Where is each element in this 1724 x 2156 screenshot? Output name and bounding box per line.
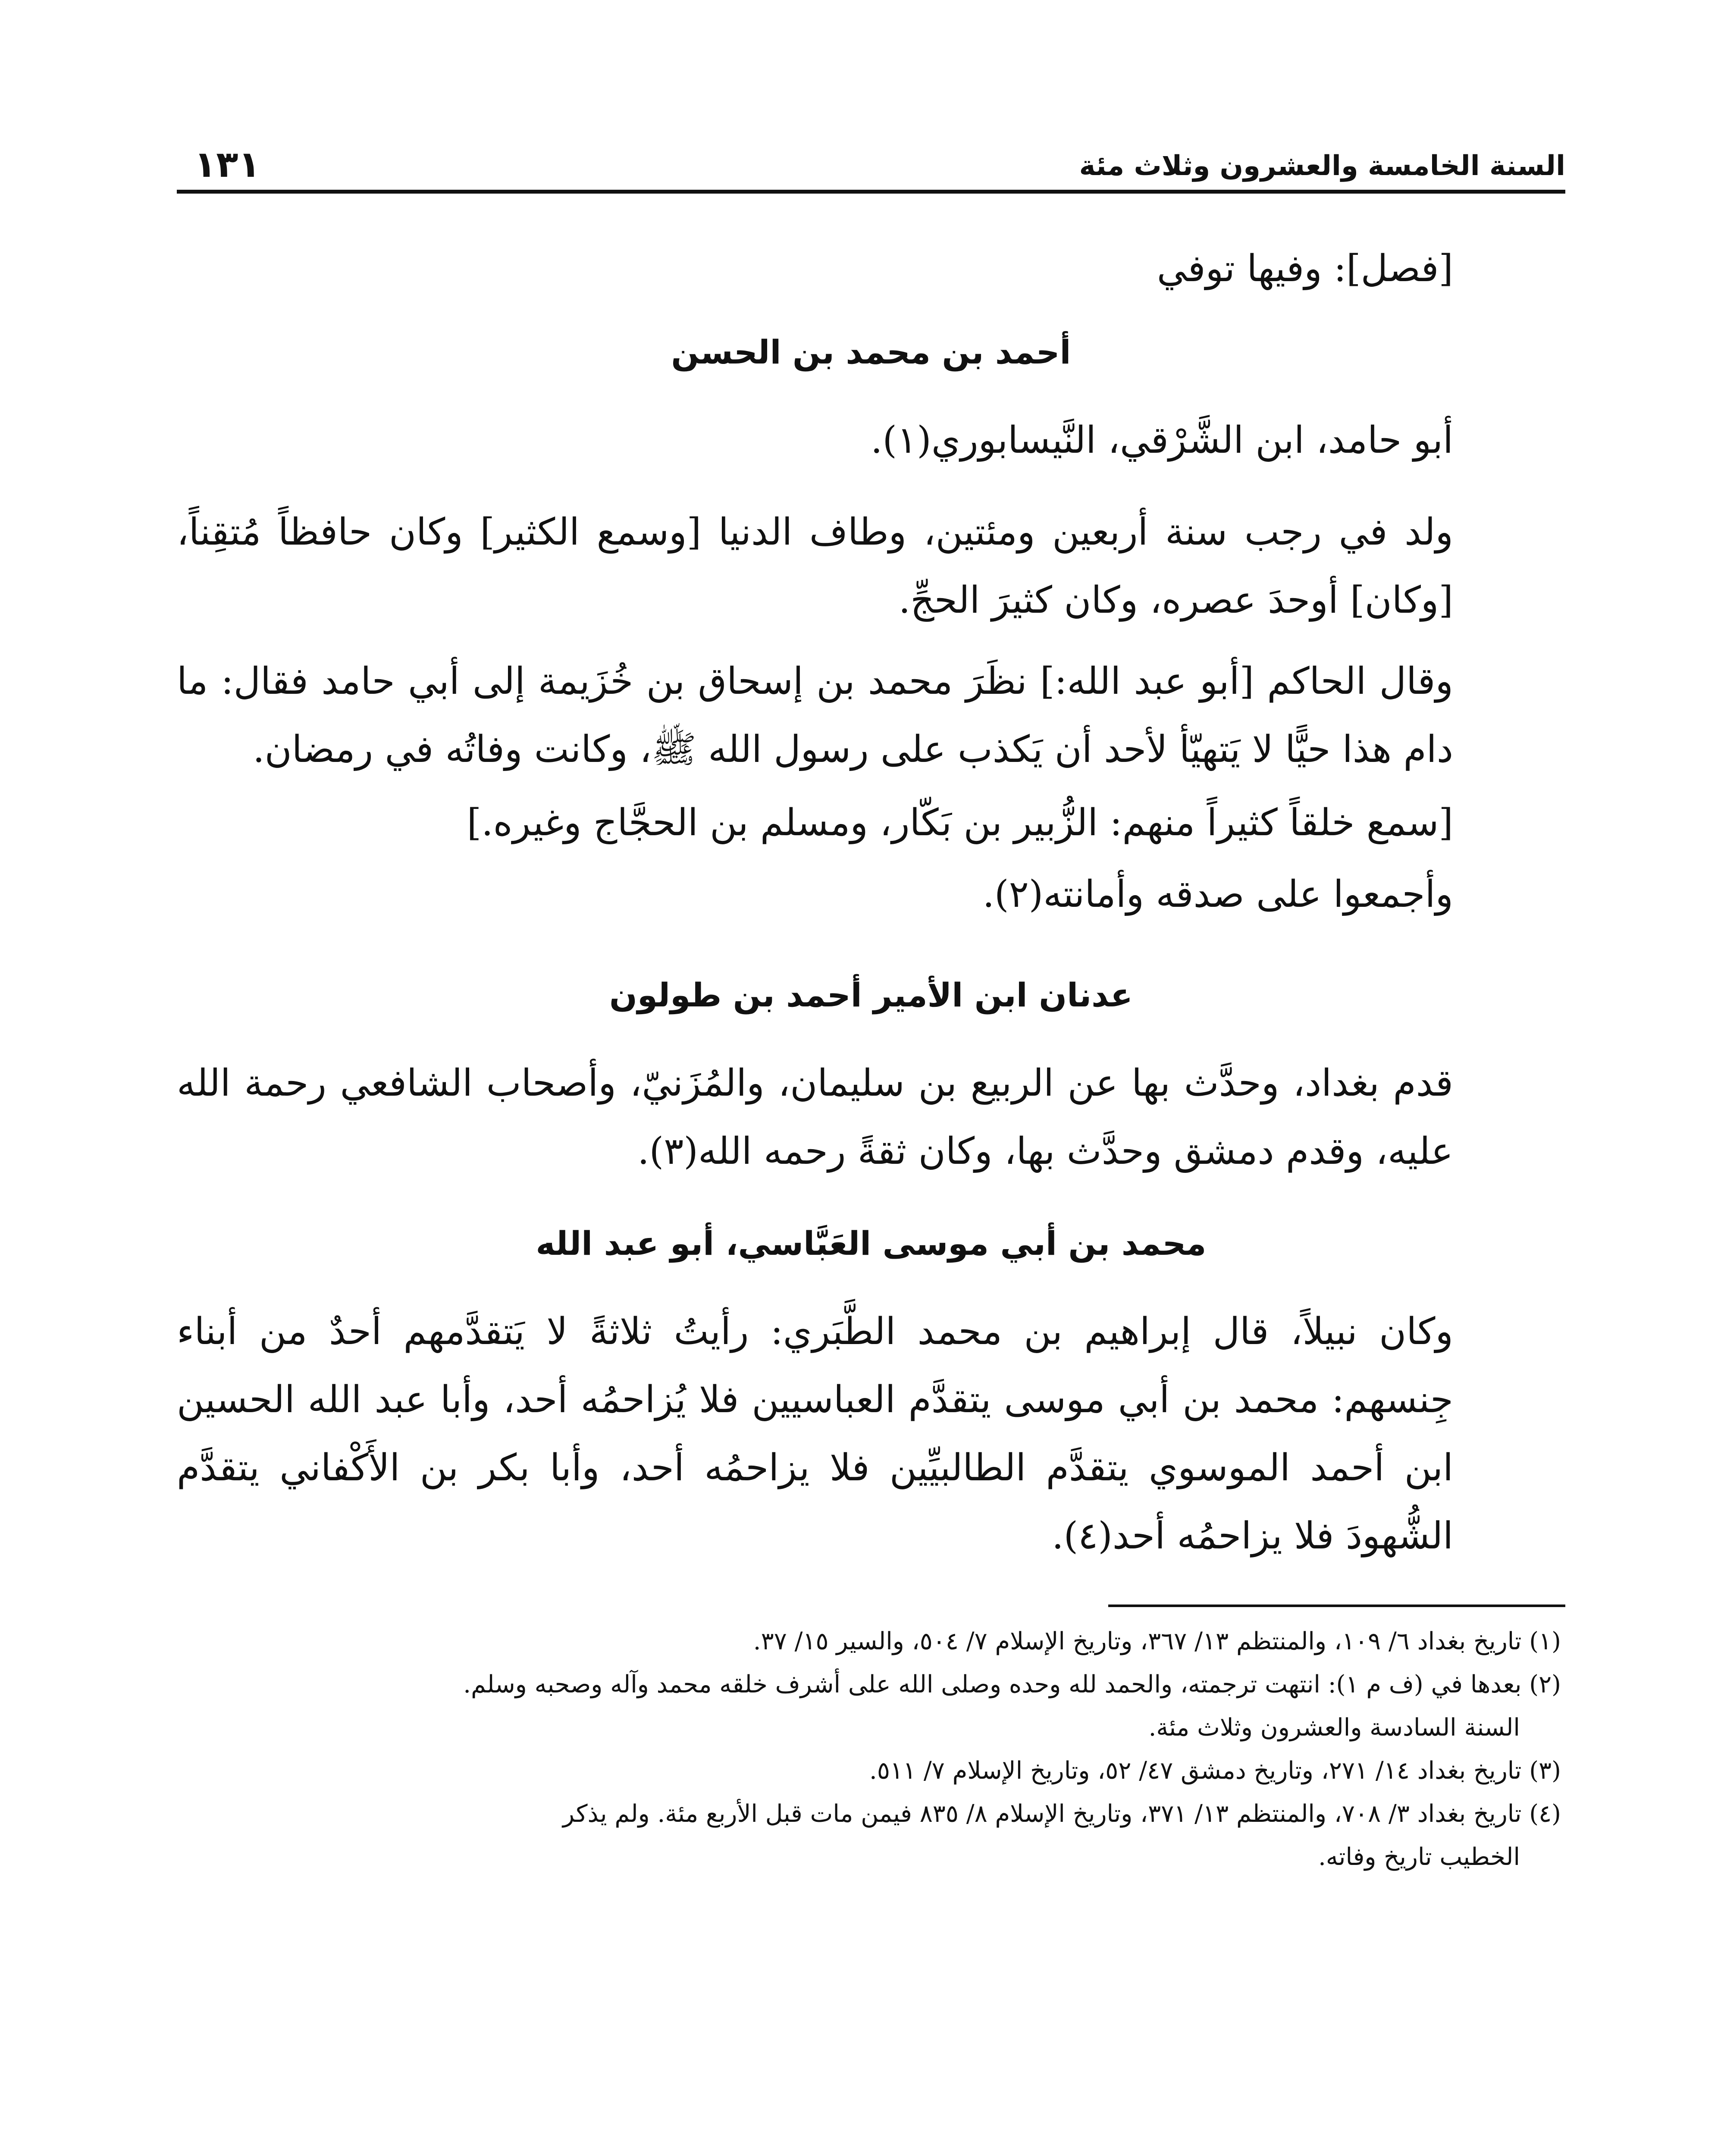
entry-heading: محمد بن أبي موسى العَبَّاسي، أبو عبد الله [536,1224,1207,1263]
footnote-continuation: الخطيب تاريخ وفاته. [1318,1843,1520,1871]
footnote: (٣) تاريخ بغداد ١٤/ ٢٧١، وتاريخ دمشق ٤٧/ ٥٢، وتاريخ الإسلام ٧/ ٥١١. [869,1757,1561,1785]
footnote: (٤) تاريخ بغداد ٣/ ٧٠٨، والمنتظم ١٣/ ٣٧١، وتاريخ الإسلام ٨/ ٨٣٥ فيمن مات قبل الأربع مئة. ولم يذكر [562,1800,1561,1828]
running-title: السنة الخامسة والعشرون وثلاث مئة [1079,150,1565,182]
footnote: (١) تاريخ بغداد ٦/ ١٠٩، والمنتظم ١٣/ ٣٦٧، وتاريخ الإسلام ٧/ ٥٠٤، والسير ١٥/ ٣٧. [753,1627,1561,1655]
section-intro: [فصل]: وفيها توفي [1157,247,1453,290]
footnote-continuation: السنة السادسة والعشرون وثلاث مئة. [1148,1714,1520,1742]
footnote-separator [1108,1604,1565,1607]
book-page [177,108,1565,2156]
paragraph: أبو حامد، ابن الشَّرْقي، النَّيسابوري(١). [871,419,1453,462]
footnotes [177,1620,1565,1879]
paragraph: [سمع خلقاً كثيراً منهم: الزُّبير بن بَكّار، ومسلم بن الحجَّاج وغيره.] [467,801,1453,844]
paragraph: وكان نبيلاً، قال إبراهيم بن محمد الطَّبَري: رأيتُ ثلاثةً لا يَتقدَّمهم أحدٌ من أبناء جِنسهم: محمد بن أبي موسى يتقدَّم العباسيين فلا يُزاحمُه أحد، وأبا عبد الله الحسين ابن أحمد الموسوي يتقدَّم الطالبيِّين فلا يزاحمُه أحد، وأبا بكر بن الأَكْفاني يتقدَّم الشُّهودَ فلا يزاحمُه أحد(٤). [177,1310,1453,1557]
entry-heading: أحمد بن محمد بن الحسن [671,333,1071,371]
paragraph: وقال الحاكم [أبو عبد الله:] نظَرَ محمد بن إسحاق بن خُزَيمة إلى أبي حامد فقال: ما دام هذا حيًّا لا يَتهيّأ لأحد أن يَكذب على رسول الله ﷺ، وكانت وفاتُه في رمضان. [177,660,1453,771]
main-text [177,235,1565,1570]
entry-heading: عدنان ابن الأمير أحمد بن طولون [609,976,1133,1014]
page-header [177,108,1565,194]
footnote: (٢) بعدها في (ف م ١): انتهت ترجمته، والحمد لله وحده وصلى الله على أشرف خلقه محمد وآله وصحبه وسلم. [463,1670,1561,1698]
paragraph: قدم بغداد، وحدَّث بها عن الربيع بن سليمان، والمُزَنيّ، وأصحاب الشافعي رحمة الله عليه، وقدم دمشق وحدَّث بها، وكان ثقةً رحمه الله(٣). [177,1062,1453,1173]
page-number: ١٣١ [194,143,260,185]
paragraph: ولد في رجب سنة أربعين ومئتين، وطاف الدنيا [وسمع الكثير] وكان حافظاً مُتقِناً، [وكان] أوحدَ عصره، وكان كثيرَ الحجِّ. [177,511,1453,622]
paragraph: وأجمعوا على صدقه وأمانته(٢). [982,873,1453,916]
